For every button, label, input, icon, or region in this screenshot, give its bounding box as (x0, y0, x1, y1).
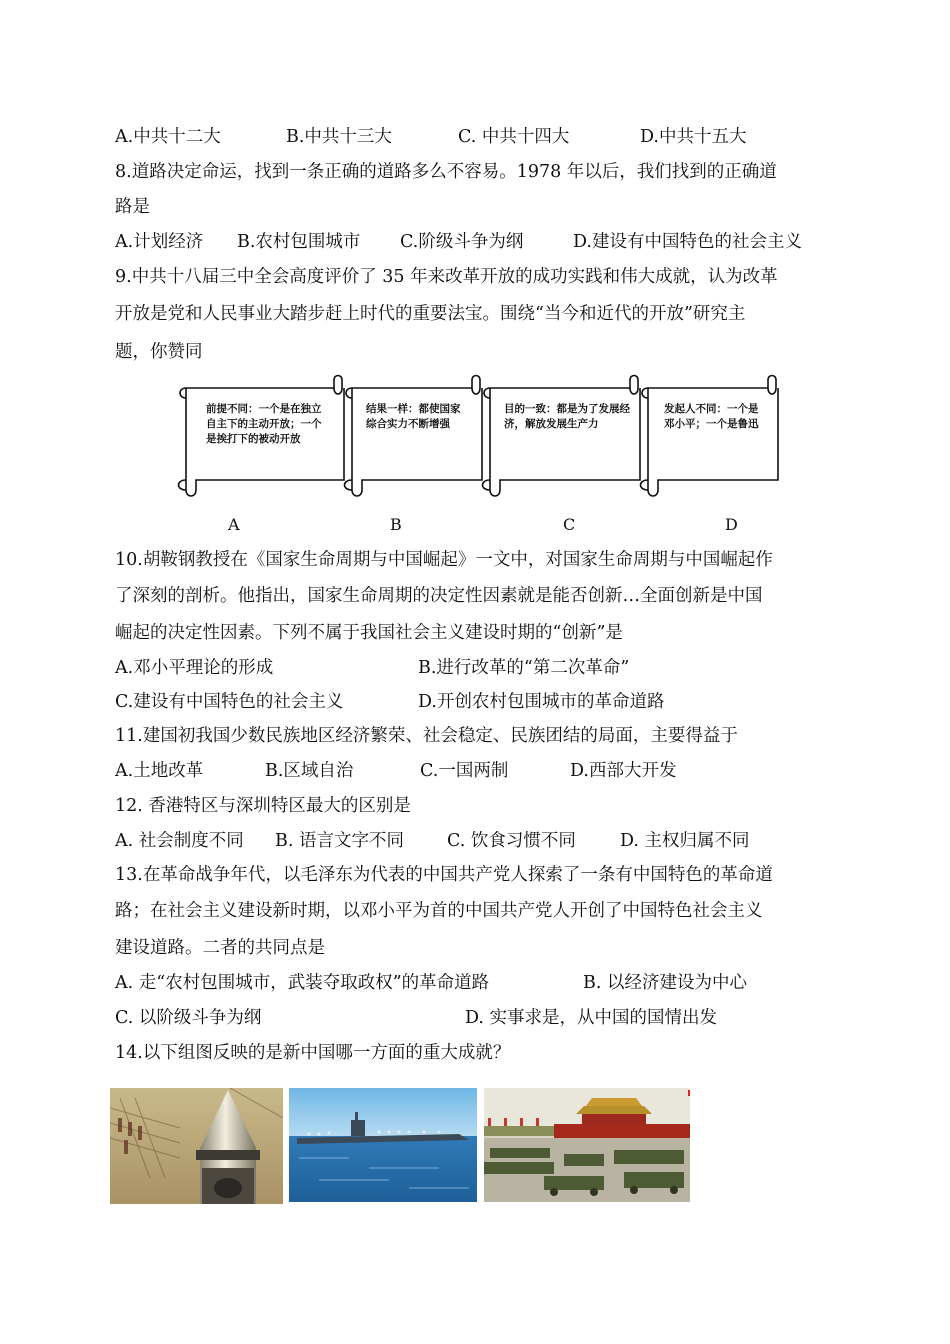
scroll-a-text: 前提不同：一个是在独立自主下的主动开放；一个是挨打下的被动开放 (206, 403, 322, 445)
scroll-d-letter: D (725, 515, 738, 534)
red-mark (688, 1090, 690, 1096)
q11-stem-line-1: 11.建国初我国少数民族地区经济繁荣、社会稳定、民族团结的局面，主要得益于 (115, 726, 738, 746)
q14-stem-line-1: 14.以下组图反映的是新中国哪一方面的重大成就？ (115, 1043, 511, 1063)
q12-option-d: D. 主权归属不同 (620, 831, 750, 851)
q12-stem-line-1: 12. 香港特区与深圳特区最大的区别是 (115, 796, 411, 816)
scroll-a-letter: A (228, 515, 240, 534)
q13-option-b: B. 以经济建设为中心 (583, 973, 747, 993)
scroll-c-text: 目的一致：都是为了发展经济，解放发展生产力 (504, 403, 630, 430)
q8-option-a: A.计划经济 (115, 232, 204, 252)
q9-stem-line-1: 9.中共十八届三中全会高度评价了 35 年来改革开放的成功实践和伟大成就，认为改革 (115, 267, 778, 287)
q8-stem-line-2: 路是 (115, 197, 150, 217)
q13-option-a: A. 走“农村包围城市，武装夺取政权”的革命道路 (115, 973, 490, 993)
q9-stem-line-2: 开放是党和人民事业大踏步赶上时代的重要法宝。围绕“当今和近代的开放”研究主 (115, 304, 746, 324)
q8-option-b: B.农村包围城市 (237, 232, 361, 252)
photo-parade (484, 1088, 690, 1202)
q11-option-b: B.区域自治 (265, 761, 354, 781)
photo-submarine (289, 1088, 477, 1202)
q7-option-d: D.中共十五大 (640, 127, 747, 147)
q10-option-a: A.邓小平理论的形成 (115, 658, 274, 678)
q12-option-c: C. 饮食习惯不同 (447, 831, 576, 851)
q10-stem-line-2: 了深刻的剖析。他指出，国家生命周期的决定性因素就是能否创新…全面创新是中国 (115, 586, 763, 606)
q13-option-d: D. 实事求是，从中国的国情出发 (465, 1008, 718, 1028)
q7-option-c: C. 中共十四大 (458, 127, 570, 147)
q11-option-d: D.西部大开发 (570, 761, 677, 781)
q13-stem-line-3: 建设道路。二者的共同点是 (115, 938, 325, 958)
q11-option-c: C.一国两制 (420, 761, 509, 781)
q9-stem-line-3: 题，你赞同 (115, 342, 203, 362)
q7-option-b: B.中共十三大 (286, 127, 392, 147)
scroll-b-letter: B (390, 515, 402, 534)
q13-stem-line-2: 路；在社会主义建设新时期，以邓小平为首的中国共产党人开创了中国特色社会主义 (115, 901, 763, 921)
q10-option-d: D.开创农村包围城市的革命道路 (418, 692, 665, 712)
q10-stem-line-1: 10.胡鞍钢教授在《国家生命周期与中国崛起》一文中，对国家生命周期与中国崛起作 (115, 550, 773, 570)
q10-stem-line-3: 崛起的决定性因素。下列不属于我国社会主义建设时期的“创新”是 (115, 623, 623, 643)
photo-missile (110, 1088, 283, 1204)
q13-stem-line-1: 13.在革命战争年代，以毛泽东为代表的中国共产党人探索了一条有中国特色的革命道 (115, 865, 773, 885)
q7-option-a: A.中共十二大 (115, 127, 221, 147)
q11-option-a: A.土地改革 (115, 761, 204, 781)
q13-option-c: C. 以阶级斗争为纲 (115, 1008, 262, 1028)
q12-option-b: B. 语言文字不同 (275, 831, 404, 851)
q8-option-c: C.阶级斗争为纲 (400, 232, 524, 252)
scroll-d-text: 发起人不同：一个是邓小平；一个是鲁迅 (664, 403, 759, 430)
scroll-b-text: 结果一样：都使国家综合实力不断增强 (366, 403, 461, 430)
q8-stem-line-1: 8.道路决定命运，找到一条正确的道路多么不容易。1978 年以后，我们找到的正确道 (115, 162, 777, 182)
q10-option-b: B.进行改革的“第二次革命” (418, 658, 630, 678)
scroll-c-letter: C (563, 515, 576, 534)
q8-option-d: D.建设有中国特色的社会主义 (573, 232, 802, 252)
q12-option-a: A. 社会制度不同 (115, 831, 244, 851)
q10-option-c: C.建设有中国特色的社会主义 (115, 692, 344, 712)
